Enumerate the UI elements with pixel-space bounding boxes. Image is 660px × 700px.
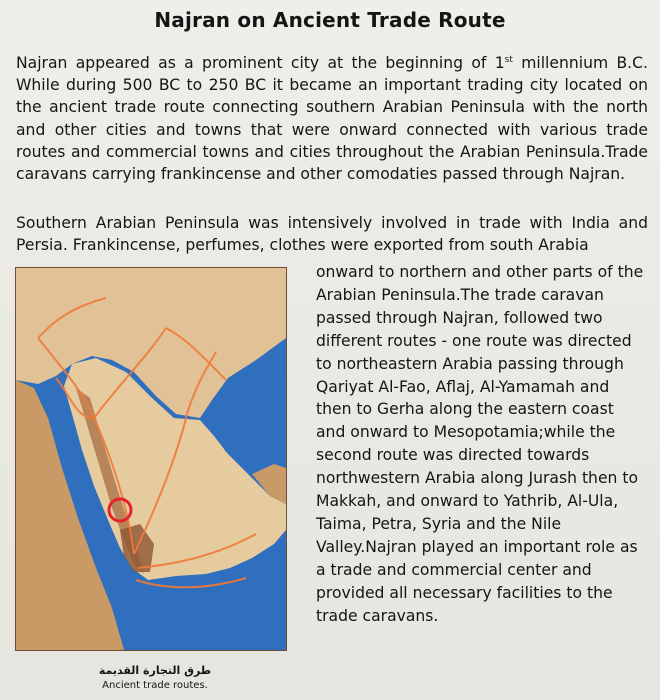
- intro-paragraph: [16, 52, 648, 185]
- intro-text-end: millennium B.C. While during 500 BC to 250 BC it became an important trading city located on the ancient trade route connecting southern Arabian Peninsula with the north and other cities and towns that were onward connected with various trade routes and commercial towns and cities throughout the Arabian Peninsula.Trade caravans carrying frankincense and other comodaties passed through Najran.: [16, 54, 648, 184]
- trade-routes-map: [16, 268, 286, 650]
- trade-paragraph: Southern Arabian Peninsula was intensively involved in trade with India and Persia. Frankincense, perfumes, clothes were exported from south Arabia: [16, 214, 648, 255]
- intro-text-start: Najran appeared as a prominent city at the beginning of 1: [16, 54, 505, 72]
- page-title: Najran on Ancient Trade Route: [154, 8, 506, 32]
- arabian-peninsula-map-graphic: [16, 268, 286, 650]
- map-caption-arabic: طرق التجارة القديمة: [98, 664, 212, 677]
- ordinal-suffix: st: [504, 54, 513, 65]
- map-caption-english: Ancient trade routes.: [102, 680, 208, 691]
- routes-paragraph: onward to northern and other parts of the Arabian Peninsula.The trade caravan passed through Najran, followed two different routes - one route was directed to northeastern Arabia passing through Qariyat Al-Fao, Aflaj, Al-Yamamah and then to Gerha along the eastern coast and onward to Mesopotamia;while the second route was directed towards northwestern Arabia along Jurash then to Makkah, and onward to Yathrib, Al-Ula, Taima, Petra, Syria and the Nile Valley.Najran played an important role as a trade and commercial center and provided all necessary facilities to the trade caravans.: [316, 263, 644, 625]
